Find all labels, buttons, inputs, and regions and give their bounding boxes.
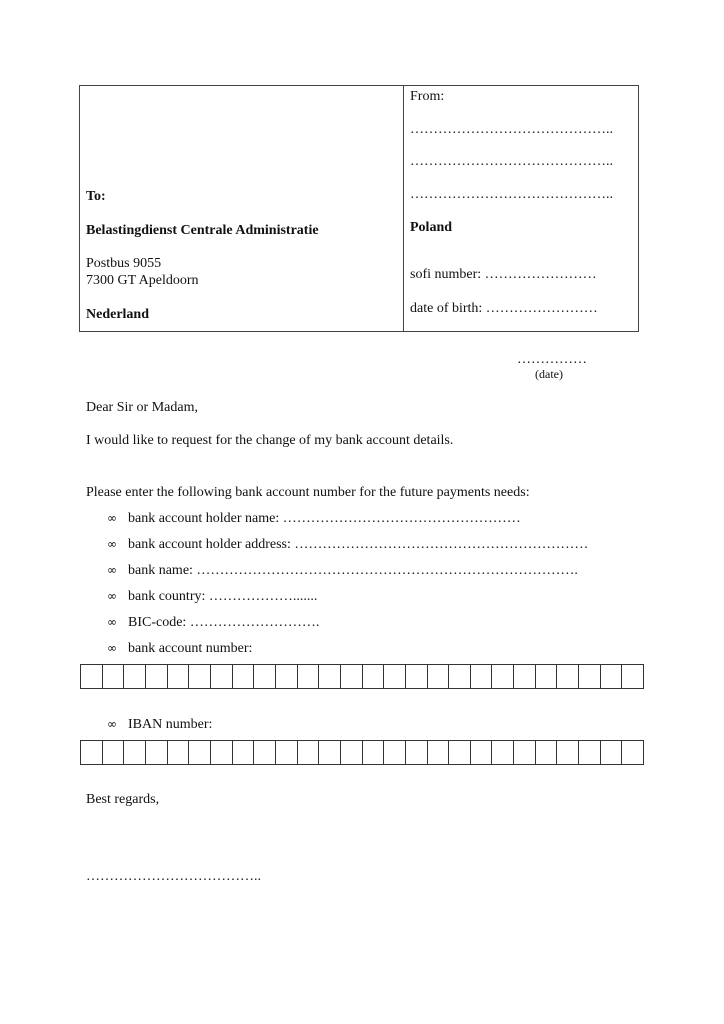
iban-digit-box[interactable] <box>233 741 255 764</box>
iban-digit-box[interactable] <box>363 741 385 764</box>
account-number-digit-box[interactable] <box>124 665 146 688</box>
to-label: To: <box>86 189 106 204</box>
bank-account-number-label: bank account number: <box>128 641 253 656</box>
account-number-digit-box[interactable] <box>428 665 450 688</box>
account-number-digit-box[interactable] <box>168 665 190 688</box>
iban-digit-box[interactable] <box>622 741 643 764</box>
signature-line: ……………………………….. <box>86 869 261 884</box>
iban-digit-box[interactable] <box>254 741 276 764</box>
account-number-digit-box[interactable] <box>579 665 601 688</box>
iban-label: IBAN number: <box>128 717 213 732</box>
account-number-digit-box[interactable] <box>319 665 341 688</box>
account-number-digit-box[interactable] <box>601 665 623 688</box>
list-item <box>107 510 521 527</box>
recipient-org-name: Belastingdienst Centrale Administratie <box>86 223 319 238</box>
iban-digit-box[interactable] <box>406 741 428 764</box>
infinity-bullet-icon: ∞ <box>107 563 117 577</box>
account-number-digit-box[interactable] <box>276 665 298 688</box>
iban-digit-box[interactable] <box>471 741 493 764</box>
date-dots: …………… <box>517 352 587 367</box>
bank-account-number-boxes <box>80 664 644 689</box>
bank-name-field: bank name: ………………………………………………………………………. <box>128 563 578 578</box>
account-number-digit-box[interactable] <box>514 665 536 688</box>
list-item <box>107 716 213 733</box>
account-number-digit-box[interactable] <box>363 665 385 688</box>
list-item <box>107 614 320 631</box>
date-label: (date) <box>535 367 563 381</box>
account-number-digit-box[interactable] <box>622 665 643 688</box>
iban-digit-box[interactable] <box>579 741 601 764</box>
iban-digit-box[interactable] <box>146 741 168 764</box>
date-of-birth-field: date of birth: …………………… <box>410 301 598 316</box>
infinity-bullet-icon: ∞ <box>107 641 117 655</box>
iban-digit-box[interactable] <box>601 741 623 764</box>
iban-digit-box[interactable] <box>428 741 450 764</box>
account-number-digit-box[interactable] <box>449 665 471 688</box>
list-item <box>107 562 578 579</box>
account-number-digit-box[interactable] <box>254 665 276 688</box>
iban-digit-box[interactable] <box>319 741 341 764</box>
account-number-digit-box[interactable] <box>492 665 514 688</box>
closing-regards: Best regards, <box>86 792 160 807</box>
iban-digit-box[interactable] <box>81 741 103 764</box>
iban-digit-box[interactable] <box>189 741 211 764</box>
iban-digit-box[interactable] <box>103 741 125 764</box>
account-number-digit-box[interactable] <box>471 665 493 688</box>
holder-address-field: bank account holder address: ……………………………………………………… <box>128 537 589 552</box>
iban-digit-box[interactable] <box>384 741 406 764</box>
recipient-postal-city: 7300 GT Apeldoorn <box>86 273 199 288</box>
account-number-digit-box[interactable] <box>298 665 320 688</box>
iban-digit-box[interactable] <box>449 741 471 764</box>
iban-digit-box[interactable] <box>168 741 190 764</box>
infinity-bullet-icon: ∞ <box>107 589 117 603</box>
infinity-bullet-icon: ∞ <box>107 717 117 731</box>
sender-line-1: …………………………………….. <box>410 122 613 137</box>
account-number-digit-box[interactable] <box>384 665 406 688</box>
list-item <box>107 536 589 553</box>
holder-name-field: bank account holder name: …………………………………………… <box>128 511 521 526</box>
account-number-digit-box[interactable] <box>557 665 579 688</box>
list-item <box>107 588 318 605</box>
infinity-bullet-icon: ∞ <box>107 615 117 629</box>
iban-digit-box[interactable] <box>211 741 233 764</box>
account-number-digit-box[interactable] <box>233 665 255 688</box>
account-number-digit-box[interactable] <box>211 665 233 688</box>
from-label: From: <box>410 89 445 104</box>
account-number-digit-box[interactable] <box>536 665 558 688</box>
iban-number-boxes <box>80 740 644 765</box>
bank-country-field: bank country: ………………....... <box>128 589 318 604</box>
iban-digit-box[interactable] <box>124 741 146 764</box>
instruction-text: Please enter the following bank account number for the future payments needs: <box>86 485 530 500</box>
recipient-postbus: Postbus 9055 <box>86 256 162 271</box>
account-number-digit-box[interactable] <box>341 665 363 688</box>
infinity-bullet-icon: ∞ <box>107 537 117 551</box>
iban-digit-box[interactable] <box>514 741 536 764</box>
sofi-number-field: sofi number: …………………… <box>410 267 597 282</box>
address-box-divider <box>403 85 404 332</box>
iban-digit-box[interactable] <box>557 741 579 764</box>
account-number-digit-box[interactable] <box>81 665 103 688</box>
bic-code-field: BIC-code: ………………………. <box>128 615 320 630</box>
iban-digit-box[interactable] <box>341 741 363 764</box>
request-text: I would like to request for the change of my bank account details. <box>86 433 454 448</box>
iban-digit-box[interactable] <box>276 741 298 764</box>
list-item <box>107 640 253 657</box>
recipient-country: Nederland <box>86 307 149 322</box>
sender-line-3: …………………………………….. <box>410 187 613 202</box>
infinity-bullet-icon: ∞ <box>107 511 117 525</box>
iban-digit-box[interactable] <box>492 741 514 764</box>
iban-digit-box[interactable] <box>536 741 558 764</box>
account-number-digit-box[interactable] <box>189 665 211 688</box>
iban-digit-box[interactable] <box>298 741 320 764</box>
sender-country: Poland <box>410 220 453 235</box>
sender-line-2: …………………………………….. <box>410 154 613 169</box>
salutation: Dear Sir or Madam, <box>86 400 198 415</box>
account-number-digit-box[interactable] <box>146 665 168 688</box>
account-number-digit-box[interactable] <box>103 665 125 688</box>
account-number-digit-box[interactable] <box>406 665 428 688</box>
